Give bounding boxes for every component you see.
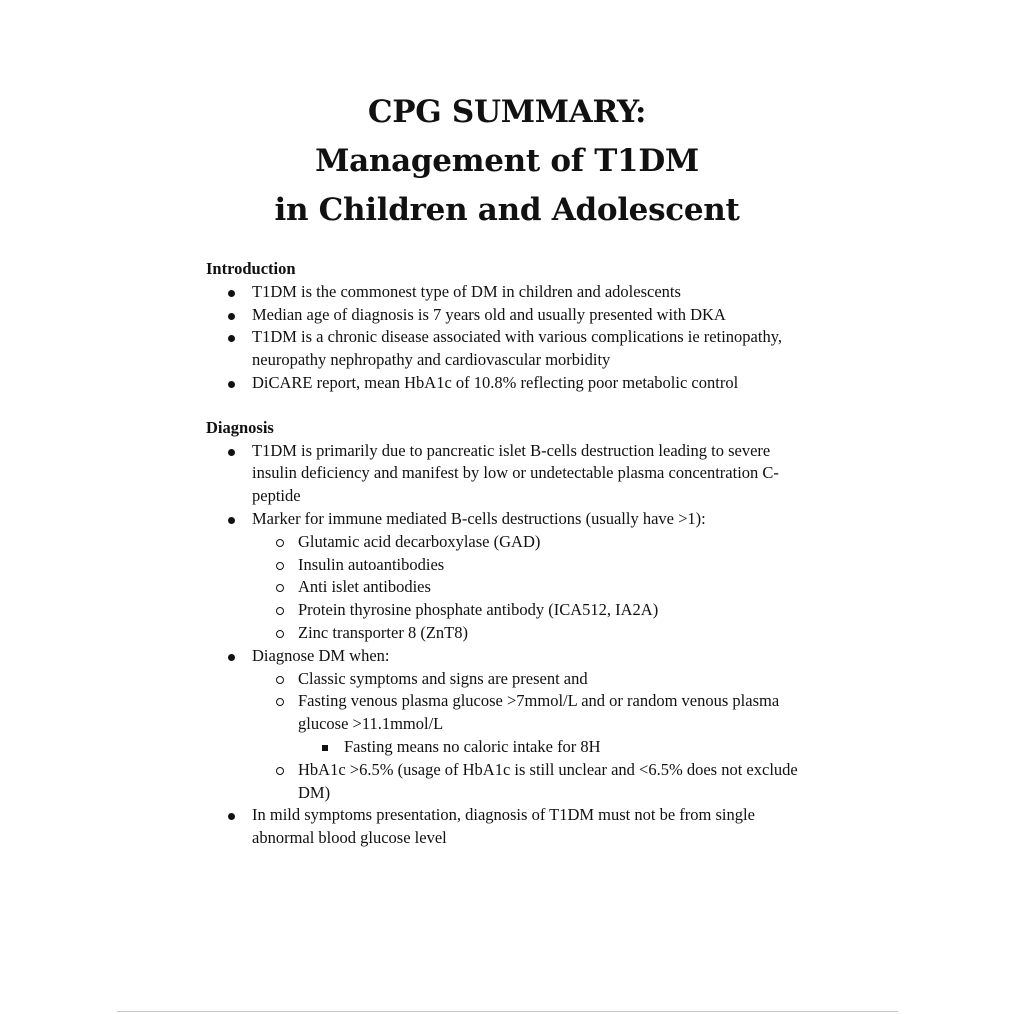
hollow-bullet-icon xyxy=(276,607,284,615)
sublist-item-text: HbA1c >6.5% (usage of HbA1c is still unclear and <6.5% does not exclude DM) xyxy=(298,759,798,802)
sub-sublist-item xyxy=(298,736,806,759)
document-body xyxy=(206,258,806,850)
list-item xyxy=(206,326,806,372)
list-item xyxy=(206,440,806,508)
title-line-2: Management of T1DM xyxy=(315,143,699,179)
list-item xyxy=(206,372,806,395)
list-item-text: Marker for immune mediated B-cells destructions (usually have >1): xyxy=(252,508,706,528)
bullet-icon xyxy=(228,517,235,524)
introduction-list xyxy=(206,281,806,395)
list-item-text: T1DM is a chronic disease associated with various complications ie retinopathy, neuropathy nephropathy and cardiovascular morbidity xyxy=(252,327,782,370)
list-item xyxy=(206,804,806,850)
bullet-icon xyxy=(228,290,235,297)
diagnosis-list xyxy=(206,440,806,850)
sublist-item-text: Insulin autoantibodies xyxy=(298,554,445,574)
hollow-bullet-icon xyxy=(276,767,284,775)
sublist-item xyxy=(252,554,806,577)
sublist-item-text: Zinc transporter 8 (ZnT8) xyxy=(298,622,468,642)
bullet-icon xyxy=(228,381,235,388)
sublist-item-text: Fasting venous plasma glucose >7mmol/L and or random venous plasma glucose >11.1mmol/L xyxy=(298,691,780,734)
diagnose-criteria-sublist xyxy=(252,668,806,805)
list-item xyxy=(206,304,806,327)
list-item-text: Diagnose DM when: xyxy=(252,645,390,665)
hollow-bullet-icon xyxy=(276,630,284,638)
sublist-item xyxy=(252,576,806,599)
diagnosis-section xyxy=(206,417,806,850)
diagnosis-heading: Diagnosis xyxy=(206,417,274,437)
list-item-text: In mild symptoms presentation, diagnosis of T1DM must not be from single abnormal blood glucose level xyxy=(252,805,755,848)
marker-sublist xyxy=(252,531,806,645)
introduction-section xyxy=(206,258,806,395)
sublist-item-text: Glutamic acid decarboxylase (GAD) xyxy=(298,531,541,551)
square-bullet-icon xyxy=(322,745,328,751)
sublist-item xyxy=(252,622,806,645)
fasting-note-sublist xyxy=(298,736,806,759)
hollow-bullet-icon xyxy=(276,676,284,684)
list-item xyxy=(206,508,806,645)
introduction-heading: Introduction xyxy=(206,259,296,278)
list-item xyxy=(206,281,806,304)
bullet-icon xyxy=(228,313,235,320)
sublist-item-text: Protein thyrosine phosphate antibody (ICA512, IA2A) xyxy=(298,600,659,620)
sublist-item xyxy=(252,690,806,758)
list-item-text: DiCARE report, mean HbA1c of 10.8% reflecting poor metabolic control xyxy=(252,372,739,392)
bullet-icon xyxy=(228,335,235,342)
list-item-text: Median age of diagnosis is 7 years old and usually presented with DKA xyxy=(252,304,726,324)
document-title xyxy=(0,88,1014,235)
sublist-item-text: Classic symptoms and signs are present and xyxy=(298,668,588,688)
page-bottom-divider xyxy=(117,1011,898,1012)
sublist-item xyxy=(252,759,806,805)
hollow-bullet-icon xyxy=(276,698,284,706)
sublist-item xyxy=(252,599,806,622)
bullet-icon xyxy=(228,654,235,661)
list-item-text: T1DM is primarily due to pancreatic islet B-cells destruction leading to severe insulin deficiency and manifest by low or undetectable plasma concentration C-peptide xyxy=(252,440,779,506)
sublist-item xyxy=(252,531,806,554)
sub-sublist-item-text: Fasting means no caloric intake for 8H xyxy=(344,736,601,756)
list-item-text: T1DM is the commonest type of DM in children and adolescents xyxy=(252,281,681,301)
hollow-bullet-icon xyxy=(276,584,284,592)
bullet-icon xyxy=(228,813,235,820)
title-line-1: CPG SUMMARY: xyxy=(367,94,647,130)
hollow-bullet-icon xyxy=(276,562,284,570)
bullet-icon xyxy=(228,449,235,456)
sublist-item-text: Anti islet antibodies xyxy=(298,577,431,597)
hollow-bullet-icon xyxy=(276,539,284,547)
sublist-item xyxy=(252,668,806,691)
list-item xyxy=(206,645,806,805)
title-line-3: in Children and Adolescent xyxy=(274,192,740,228)
